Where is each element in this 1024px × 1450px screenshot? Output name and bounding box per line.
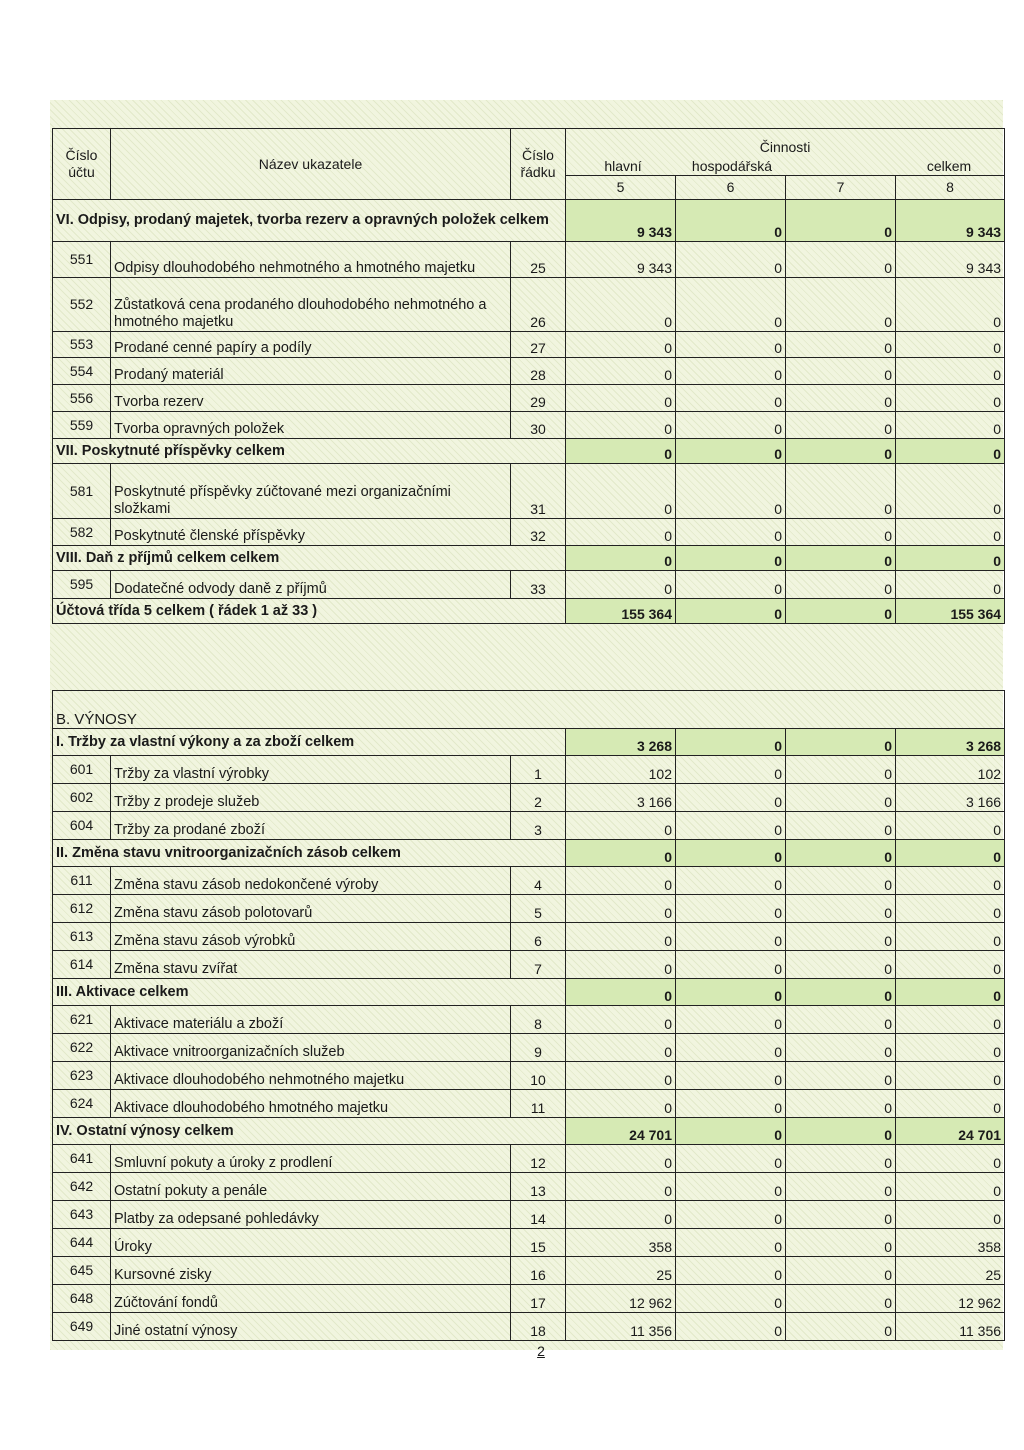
value-cell: 0 bbox=[566, 951, 676, 979]
indicator-name: Změna stavu zásob výrobků bbox=[111, 923, 511, 951]
expenses-table bbox=[52, 128, 1004, 624]
value-cell: 0 bbox=[566, 812, 676, 840]
line-number: 1 bbox=[511, 756, 566, 784]
value-cell: 0 bbox=[676, 1090, 786, 1118]
value-cell: 25 bbox=[896, 1257, 1005, 1285]
account-code: 641 bbox=[53, 1145, 111, 1173]
line-number: 6 bbox=[511, 923, 566, 951]
value-cell: 0 bbox=[676, 358, 786, 385]
value-cell: 0 bbox=[786, 951, 896, 979]
header-col-6: 6 bbox=[676, 176, 786, 200]
indicator-name: Jiné ostatní výnosy bbox=[111, 1313, 511, 1341]
value-cell: 12 962 bbox=[896, 1285, 1005, 1313]
indicator-name: Prodané cenné papíry a podíly bbox=[111, 332, 511, 358]
line-number: 30 bbox=[511, 412, 566, 439]
indicator-name: Poskytnuté členské příspěvky bbox=[111, 519, 511, 546]
value-cell: 0 bbox=[786, 812, 896, 840]
value-cell: 3 166 bbox=[896, 784, 1005, 812]
line-number: 16 bbox=[511, 1257, 566, 1285]
revenues-table bbox=[52, 690, 1004, 1341]
value-cell: 102 bbox=[896, 756, 1005, 784]
table-row bbox=[53, 756, 1005, 784]
indicator-name: Tržby za prodané zboží bbox=[111, 812, 511, 840]
indicator-name: Aktivace dlouhodobého hmotného majetku bbox=[111, 1090, 511, 1118]
value-cell: 0 bbox=[786, 332, 896, 358]
table-row bbox=[53, 923, 1005, 951]
value-cell: 0 bbox=[566, 923, 676, 951]
value-cell: 25 bbox=[566, 1257, 676, 1285]
indicator-name: Změna stavu zásob polotovarů bbox=[111, 895, 511, 923]
value-cell: 0 bbox=[896, 812, 1005, 840]
section-value: 155 364 bbox=[566, 599, 676, 624]
value-cell: 0 bbox=[896, 464, 1005, 519]
line-number: 7 bbox=[511, 951, 566, 979]
indicator-name: Platby za odepsané pohledávky bbox=[111, 1201, 511, 1229]
section-row-prispevky bbox=[53, 439, 1005, 464]
account-code: 614 bbox=[53, 951, 111, 979]
account-code: 553 bbox=[53, 332, 111, 358]
header-activity-labels bbox=[569, 158, 1001, 175]
value-cell: 0 bbox=[566, 895, 676, 923]
account-code: 643 bbox=[53, 1201, 111, 1229]
indicator-name: Tržby za vlastní výrobky bbox=[111, 756, 511, 784]
page-number: 2 bbox=[537, 1343, 545, 1359]
account-code: 623 bbox=[53, 1062, 111, 1090]
table-row bbox=[53, 332, 1005, 358]
value-cell: 0 bbox=[566, 385, 676, 412]
account-code: 582 bbox=[53, 519, 111, 546]
table-row bbox=[53, 1006, 1005, 1034]
value-cell: 0 bbox=[786, 1201, 896, 1229]
value-cell: 0 bbox=[676, 1173, 786, 1201]
section-value: 0 bbox=[566, 546, 676, 571]
account-code: 552 bbox=[53, 278, 111, 332]
section-title: I. Tržby za vlastní výkony a za zboží celkem bbox=[53, 729, 566, 756]
indicator-name: Zůstatková cena prodaného dlouhodobého nehmotného a hmotného majetku bbox=[111, 278, 511, 332]
table-row bbox=[53, 1201, 1005, 1229]
line-number: 29 bbox=[511, 385, 566, 412]
account-code: 556 bbox=[53, 385, 111, 412]
section-row-trida5-total bbox=[53, 599, 1005, 624]
line-number: 17 bbox=[511, 1285, 566, 1313]
value-cell: 0 bbox=[786, 923, 896, 951]
line-number: 26 bbox=[511, 278, 566, 332]
section-value: 0 bbox=[786, 546, 896, 571]
value-cell: 0 bbox=[566, 464, 676, 519]
value-cell: 0 bbox=[566, 519, 676, 546]
section-value: 0 bbox=[566, 840, 676, 867]
value-cell: 0 bbox=[676, 895, 786, 923]
value-cell: 0 bbox=[786, 278, 896, 332]
value-cell: 0 bbox=[566, 1090, 676, 1118]
table-row bbox=[53, 1062, 1005, 1090]
header-hospodarska: hospodářská bbox=[691, 158, 773, 174]
value-cell: 9 343 bbox=[896, 242, 1005, 278]
value-cell: 0 bbox=[676, 923, 786, 951]
section-value: 0 bbox=[786, 599, 896, 624]
value-cell: 0 bbox=[786, 358, 896, 385]
value-cell: 358 bbox=[896, 1229, 1005, 1257]
table-row bbox=[53, 1145, 1005, 1173]
indicator-name: Aktivace dlouhodobého nehmotného majetku bbox=[111, 1062, 511, 1090]
indicator-name: Poskytnuté příspěvky zúčtované mezi organizačními složkami bbox=[111, 464, 511, 519]
value-cell: 0 bbox=[676, 1257, 786, 1285]
value-cell: 0 bbox=[566, 1006, 676, 1034]
value-cell: 0 bbox=[786, 1313, 896, 1341]
value-cell: 0 bbox=[786, 571, 896, 599]
section-title: VII. Poskytnuté příspěvky celkem bbox=[53, 439, 566, 464]
section-value: 0 bbox=[896, 439, 1005, 464]
section-value: 0 bbox=[786, 979, 896, 1006]
section-title: II. Změna stavu vnitroorganizačních zásob celkem bbox=[53, 840, 566, 867]
section-value: 0 bbox=[786, 439, 896, 464]
value-cell: 0 bbox=[896, 1090, 1005, 1118]
line-number: 2 bbox=[511, 784, 566, 812]
value-cell: 358 bbox=[566, 1229, 676, 1257]
indicator-name: Úroky bbox=[111, 1229, 511, 1257]
value-cell: 0 bbox=[676, 278, 786, 332]
value-cell: 0 bbox=[676, 571, 786, 599]
value-cell: 9 343 bbox=[566, 242, 676, 278]
value-cell: 0 bbox=[676, 812, 786, 840]
indicator-name: Tvorba rezerv bbox=[111, 385, 511, 412]
table-row bbox=[53, 1034, 1005, 1062]
value-cell: 0 bbox=[676, 1201, 786, 1229]
value-cell: 0 bbox=[676, 1285, 786, 1313]
section-value: 0 bbox=[786, 200, 896, 242]
section-value: 0 bbox=[786, 729, 896, 756]
value-cell: 0 bbox=[786, 1145, 896, 1173]
value-cell: 0 bbox=[566, 1062, 676, 1090]
line-number: 15 bbox=[511, 1229, 566, 1257]
line-number: 12 bbox=[511, 1145, 566, 1173]
line-number: 3 bbox=[511, 812, 566, 840]
section-title: VI. Odpisy, prodaný majetek, tvorba rezerv a opravných položek celkem bbox=[53, 200, 566, 242]
table-row bbox=[53, 278, 1005, 332]
line-number: 13 bbox=[511, 1173, 566, 1201]
section-row-trzby bbox=[53, 729, 1005, 756]
line-number: 5 bbox=[511, 895, 566, 923]
value-cell: 0 bbox=[676, 867, 786, 895]
section-value: 0 bbox=[676, 840, 786, 867]
value-cell: 0 bbox=[786, 1229, 896, 1257]
account-code: 649 bbox=[53, 1313, 111, 1341]
table-row bbox=[53, 895, 1005, 923]
indicator-name: Odpisy dlouhodobého nehmotného a hmotného majetku bbox=[111, 242, 511, 278]
line-number: 18 bbox=[511, 1313, 566, 1341]
header-nazev-ukazatele: Název ukazatele bbox=[111, 129, 511, 200]
header-hlavni: hlavní bbox=[604, 158, 642, 174]
value-cell: 0 bbox=[786, 867, 896, 895]
value-cell: 0 bbox=[786, 895, 896, 923]
section-title: III. Aktivace celkem bbox=[53, 979, 566, 1006]
section-value: 24 701 bbox=[896, 1118, 1005, 1145]
value-cell: 11 356 bbox=[566, 1313, 676, 1341]
line-number: 32 bbox=[511, 519, 566, 546]
account-code: 554 bbox=[53, 358, 111, 385]
value-cell: 0 bbox=[566, 1034, 676, 1062]
section-value: 3 268 bbox=[896, 729, 1005, 756]
section-title-row bbox=[53, 691, 1005, 729]
section-title: VIII. Daň z příjmů celkem celkem bbox=[53, 546, 566, 571]
header-cinnosti-label: Činnosti bbox=[759, 139, 811, 155]
value-cell: 0 bbox=[896, 332, 1005, 358]
value-cell: 0 bbox=[566, 412, 676, 439]
indicator-name: Prodaný materiál bbox=[111, 358, 511, 385]
indicator-name: Ostatní pokuty a penále bbox=[111, 1173, 511, 1201]
value-cell: 0 bbox=[676, 1062, 786, 1090]
value-cell: 0 bbox=[676, 1006, 786, 1034]
header-col-5: 5 bbox=[566, 176, 676, 200]
line-number: 10 bbox=[511, 1062, 566, 1090]
account-code: 601 bbox=[53, 756, 111, 784]
value-cell: 0 bbox=[786, 1173, 896, 1201]
column-header-row bbox=[53, 129, 1005, 176]
indicator-name: Změna stavu zásob nedokončené výroby bbox=[111, 867, 511, 895]
value-cell: 0 bbox=[676, 519, 786, 546]
value-cell: 0 bbox=[786, 519, 896, 546]
value-cell: 0 bbox=[786, 242, 896, 278]
section-row-zmena-stavu bbox=[53, 840, 1005, 867]
value-cell: 0 bbox=[896, 358, 1005, 385]
table-row bbox=[53, 1257, 1005, 1285]
table-row bbox=[53, 358, 1005, 385]
account-code: 648 bbox=[53, 1285, 111, 1313]
section-value: 0 bbox=[896, 840, 1005, 867]
value-cell: 0 bbox=[566, 571, 676, 599]
section-row-dan bbox=[53, 546, 1005, 571]
table-row bbox=[53, 1173, 1005, 1201]
value-cell: 0 bbox=[676, 951, 786, 979]
section-title: IV. Ostatní výnosy celkem bbox=[53, 1118, 566, 1145]
value-cell: 0 bbox=[676, 464, 786, 519]
value-cell: 0 bbox=[676, 242, 786, 278]
value-cell: 0 bbox=[676, 1034, 786, 1062]
value-cell: 0 bbox=[566, 278, 676, 332]
line-number: 27 bbox=[511, 332, 566, 358]
value-cell: 0 bbox=[896, 412, 1005, 439]
table-row bbox=[53, 1229, 1005, 1257]
value-cell: 0 bbox=[786, 412, 896, 439]
value-cell: 0 bbox=[566, 867, 676, 895]
value-cell: 0 bbox=[896, 571, 1005, 599]
value-cell: 0 bbox=[676, 332, 786, 358]
account-code: 613 bbox=[53, 923, 111, 951]
indicator-name: Aktivace materiálu a zboží bbox=[111, 1006, 511, 1034]
value-cell: 0 bbox=[896, 1062, 1005, 1090]
value-cell: 0 bbox=[786, 1257, 896, 1285]
value-cell: 11 356 bbox=[896, 1313, 1005, 1341]
section-value: 0 bbox=[786, 840, 896, 867]
value-cell: 0 bbox=[786, 784, 896, 812]
account-code: 621 bbox=[53, 1006, 111, 1034]
line-number: 33 bbox=[511, 571, 566, 599]
line-number: 4 bbox=[511, 867, 566, 895]
indicator-name: Tržby z prodeje služeb bbox=[111, 784, 511, 812]
line-number: 14 bbox=[511, 1201, 566, 1229]
line-number: 25 bbox=[511, 242, 566, 278]
indicator-name: Změna stavu zvířat bbox=[111, 951, 511, 979]
value-cell: 0 bbox=[566, 1145, 676, 1173]
table-row bbox=[53, 951, 1005, 979]
section-value: 0 bbox=[676, 546, 786, 571]
value-cell: 0 bbox=[896, 1034, 1005, 1062]
section-row-odpisy bbox=[53, 200, 1005, 242]
value-cell: 3 166 bbox=[566, 784, 676, 812]
account-code: 645 bbox=[53, 1257, 111, 1285]
value-cell: 12 962 bbox=[566, 1285, 676, 1313]
value-cell: 0 bbox=[786, 464, 896, 519]
section-value: 9 343 bbox=[566, 200, 676, 242]
header-cislo-uctu: Číslo účtu bbox=[53, 129, 111, 200]
account-code: 604 bbox=[53, 812, 111, 840]
value-cell: 0 bbox=[896, 1145, 1005, 1173]
header-celkem: celkem bbox=[926, 158, 972, 174]
table-row bbox=[53, 784, 1005, 812]
section-value: 0 bbox=[896, 546, 1005, 571]
account-code: 642 bbox=[53, 1173, 111, 1201]
value-cell: 102 bbox=[566, 756, 676, 784]
value-cell: 0 bbox=[896, 895, 1005, 923]
indicator-name: Kursovné zisky bbox=[111, 1257, 511, 1285]
line-number: 28 bbox=[511, 358, 566, 385]
value-cell: 0 bbox=[786, 1285, 896, 1313]
table-row bbox=[53, 1313, 1005, 1341]
table-row bbox=[53, 519, 1005, 546]
section-value: 0 bbox=[566, 979, 676, 1006]
section-value: 0 bbox=[676, 979, 786, 1006]
section-value: 0 bbox=[676, 599, 786, 624]
section-row-ostatni-vynosy bbox=[53, 1118, 1005, 1145]
account-code: 595 bbox=[53, 571, 111, 599]
line-number: 8 bbox=[511, 1006, 566, 1034]
value-cell: 0 bbox=[676, 1313, 786, 1341]
account-code: 559 bbox=[53, 412, 111, 439]
account-code: 602 bbox=[53, 784, 111, 812]
value-cell: 0 bbox=[676, 784, 786, 812]
account-code: 644 bbox=[53, 1229, 111, 1257]
account-code: 581 bbox=[53, 464, 111, 519]
value-cell: 0 bbox=[896, 1201, 1005, 1229]
indicator-name: Smluvní pokuty a úroky z prodlení bbox=[111, 1145, 511, 1173]
account-code: 622 bbox=[53, 1034, 111, 1062]
value-cell: 0 bbox=[896, 519, 1005, 546]
value-cell: 0 bbox=[896, 385, 1005, 412]
value-cell: 0 bbox=[896, 1173, 1005, 1201]
value-cell: 0 bbox=[676, 1145, 786, 1173]
value-cell: 0 bbox=[566, 1173, 676, 1201]
table-row bbox=[53, 385, 1005, 412]
section-value: 24 701 bbox=[566, 1118, 676, 1145]
value-cell: 0 bbox=[786, 1006, 896, 1034]
section-value: 0 bbox=[676, 200, 786, 242]
value-cell: 0 bbox=[676, 412, 786, 439]
value-cell: 0 bbox=[786, 1062, 896, 1090]
line-number: 31 bbox=[511, 464, 566, 519]
table-row bbox=[53, 1090, 1005, 1118]
table-row bbox=[53, 867, 1005, 895]
section-value: 3 268 bbox=[566, 729, 676, 756]
header-col-8: 8 bbox=[896, 176, 1005, 200]
value-cell: 0 bbox=[786, 385, 896, 412]
table-row bbox=[53, 812, 1005, 840]
section-value: 155 364 bbox=[896, 599, 1005, 624]
section-title: Účtová třída 5 celkem ( řádek 1 až 33 ) bbox=[53, 599, 566, 624]
value-cell: 0 bbox=[896, 951, 1005, 979]
section-value: 0 bbox=[786, 1118, 896, 1145]
line-number: 9 bbox=[511, 1034, 566, 1062]
section-value: 0 bbox=[676, 439, 786, 464]
section-value: 9 343 bbox=[896, 200, 1005, 242]
value-cell: 0 bbox=[676, 756, 786, 784]
indicator-name: Aktivace vnitroorganizačních služeb bbox=[111, 1034, 511, 1062]
table-row bbox=[53, 242, 1005, 278]
table-row bbox=[53, 571, 1005, 599]
indicator-name: Dodatečné odvody daně z příjmů bbox=[111, 571, 511, 599]
indicator-name: Zúčtování fondů bbox=[111, 1285, 511, 1313]
table-row bbox=[53, 412, 1005, 439]
section-value: 0 bbox=[896, 979, 1005, 1006]
table-row bbox=[53, 1285, 1005, 1313]
value-cell: 0 bbox=[566, 358, 676, 385]
account-code: 551 bbox=[53, 242, 111, 278]
account-code: 611 bbox=[53, 867, 111, 895]
value-cell: 0 bbox=[566, 332, 676, 358]
section-value: 0 bbox=[676, 1118, 786, 1145]
section-value: 0 bbox=[676, 729, 786, 756]
account-code: 612 bbox=[53, 895, 111, 923]
section-value: 0 bbox=[566, 439, 676, 464]
value-cell: 0 bbox=[786, 756, 896, 784]
line-number: 11 bbox=[511, 1090, 566, 1118]
header-cislo-radku: Číslo řádku bbox=[511, 129, 566, 200]
value-cell: 0 bbox=[786, 1034, 896, 1062]
header-cinnosti bbox=[566, 129, 1005, 176]
value-cell: 0 bbox=[896, 1006, 1005, 1034]
section-row-aktivace bbox=[53, 979, 1005, 1006]
section-title-vynosy: B. VÝNOSY bbox=[53, 691, 1005, 729]
header-col-7: 7 bbox=[786, 176, 896, 200]
value-cell: 0 bbox=[896, 867, 1005, 895]
value-cell: 0 bbox=[676, 1229, 786, 1257]
table-row bbox=[53, 464, 1005, 519]
account-code: 624 bbox=[53, 1090, 111, 1118]
value-cell: 0 bbox=[896, 278, 1005, 332]
value-cell: 0 bbox=[896, 923, 1005, 951]
value-cell: 0 bbox=[676, 385, 786, 412]
value-cell: 0 bbox=[566, 1201, 676, 1229]
value-cell: 0 bbox=[786, 1090, 896, 1118]
indicator-name: Tvorba opravných položek bbox=[111, 412, 511, 439]
